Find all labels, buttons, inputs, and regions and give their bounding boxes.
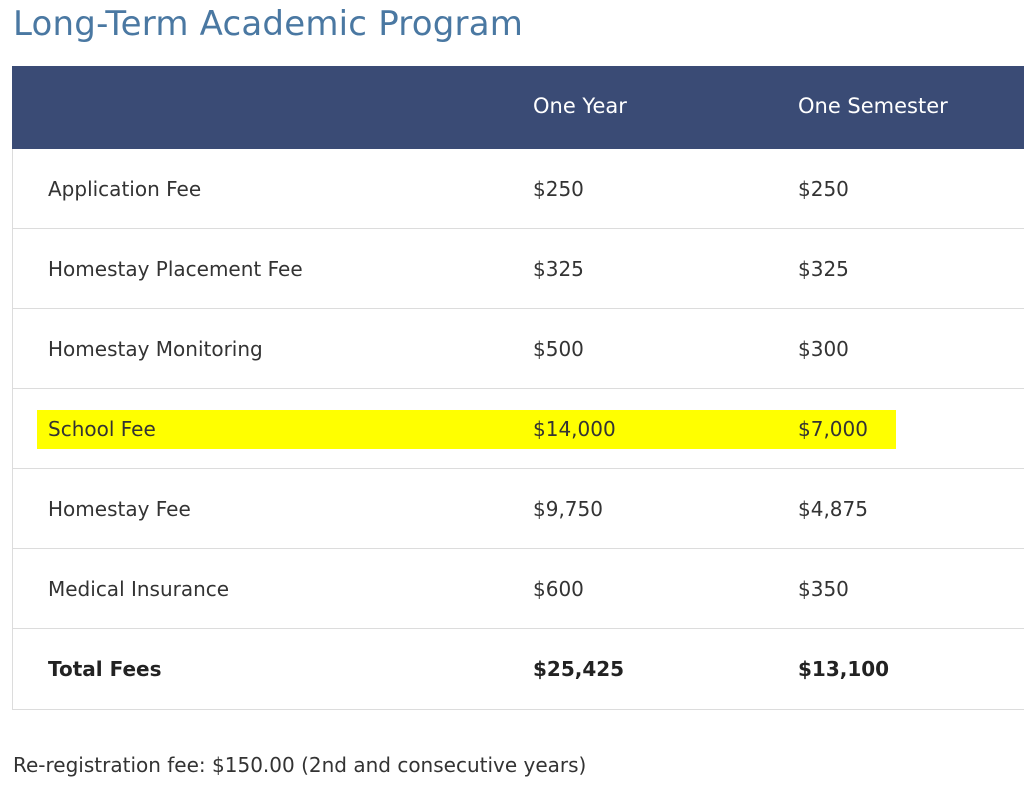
one-semester-amount: $325 [798, 257, 849, 281]
one-semester-amount: $7,000 [798, 417, 868, 441]
re-registration-note: Re-registration fee: $150.00 (2nd and consecutive years) [13, 753, 587, 777]
column-header-one-semester: One Semester [798, 94, 948, 118]
one-year-amount: $600 [533, 577, 584, 601]
table-row [13, 469, 1024, 549]
one-year-amount: $325 [533, 257, 584, 281]
fee-label: Application Fee [48, 177, 202, 201]
table-row-total [13, 629, 1024, 709]
table-row [13, 149, 1024, 229]
table-row [13, 309, 1024, 389]
fee-label: Homestay Fee [48, 497, 191, 521]
table-row-highlighted [13, 389, 1024, 469]
highlight-marker [37, 410, 896, 449]
one-semester-amount: $300 [798, 337, 849, 361]
one-semester-amount: $4,875 [798, 497, 868, 521]
fee-label: Homestay Placement Fee [48, 257, 303, 281]
one-year-amount: $14,000 [533, 417, 616, 441]
fee-label: Homestay Monitoring [48, 337, 263, 361]
table-row [13, 549, 1024, 629]
one-year-amount: $250 [533, 177, 584, 201]
page-title: Long-Term Academic Program [13, 4, 524, 44]
one-semester-amount: $350 [798, 577, 849, 601]
total-label: Total Fees [48, 657, 162, 681]
fee-label: Medical Insurance [48, 577, 230, 601]
fee-table [12, 66, 1024, 710]
fee-label: School Fee [48, 417, 156, 441]
one-year-amount: $9,750 [533, 497, 603, 521]
total-one-semester-amount: $13,100 [798, 657, 890, 681]
total-one-year-amount: $25,425 [533, 657, 625, 681]
one-semester-amount: $250 [798, 177, 849, 201]
table-header-row [12, 66, 1024, 149]
one-year-amount: $500 [533, 337, 584, 361]
table-row [13, 229, 1024, 309]
column-header-one-year: One Year [533, 94, 627, 118]
